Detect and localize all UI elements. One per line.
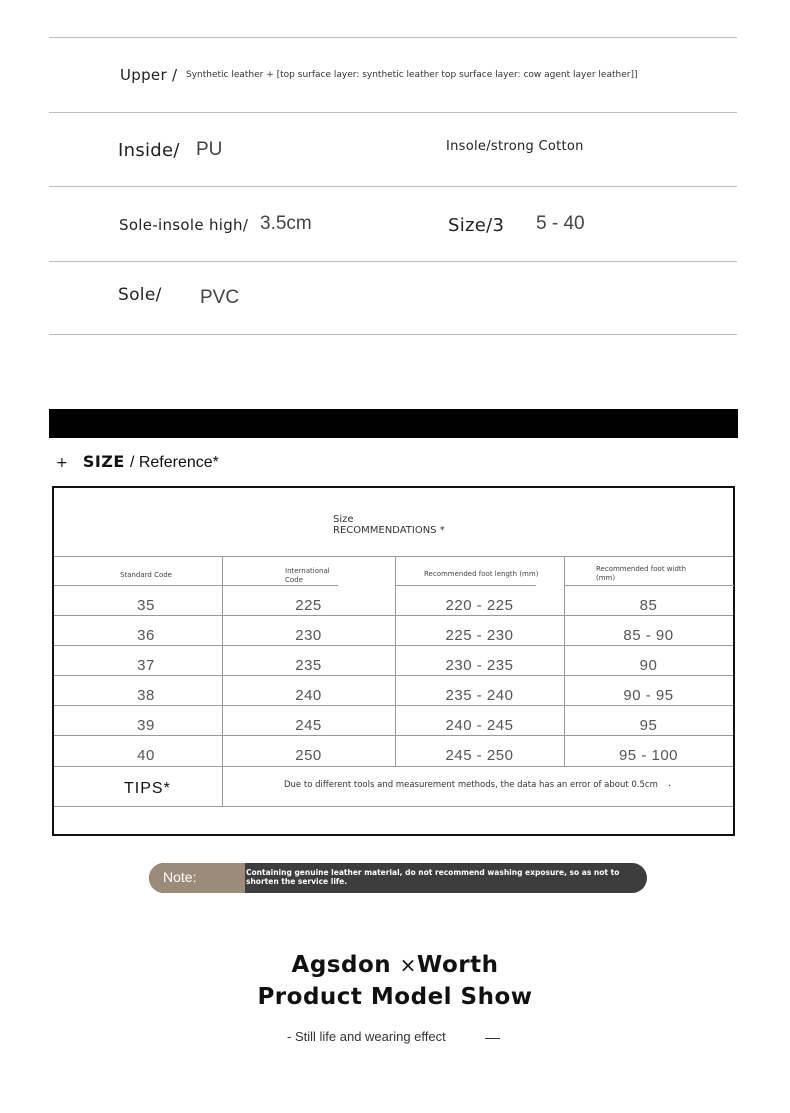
cell-standard: 40 bbox=[137, 747, 155, 764]
insole-label: Insole/strong Cotton bbox=[446, 139, 584, 154]
cell-foot-width: 95 - 100 bbox=[618, 747, 679, 764]
col-header-foot-width: Recommended foot width (mm) bbox=[596, 565, 687, 582]
table-title-recommendations: RECOMMENDATIONS * bbox=[333, 525, 445, 536]
table-row-rule bbox=[54, 735, 733, 736]
table-row-rule bbox=[54, 705, 733, 706]
divider bbox=[49, 112, 737, 113]
cell-foot-width: 95 bbox=[639, 717, 658, 734]
cell-foot-width: 85 bbox=[639, 597, 658, 614]
cell-international: 250 bbox=[295, 747, 322, 764]
care-note bbox=[149, 863, 647, 893]
divider bbox=[49, 261, 737, 262]
size-reference-heading bbox=[56, 452, 219, 472]
cell-foot-length: 230 - 235 bbox=[445, 657, 514, 674]
cell-standard: 39 bbox=[137, 717, 155, 734]
cell-standard: 37 bbox=[137, 657, 155, 674]
table-column-divider bbox=[222, 556, 223, 806]
table-row-rule bbox=[54, 675, 733, 676]
brand-left: Agsdon bbox=[291, 952, 392, 978]
table-row-rule bbox=[54, 645, 733, 646]
size-table bbox=[52, 486, 735, 836]
subtitle-dash bbox=[485, 1038, 500, 1039]
cell-international: 245 bbox=[295, 717, 322, 734]
header-underline bbox=[222, 585, 338, 586]
cell-international: 235 bbox=[295, 657, 322, 674]
inside-value: PU bbox=[196, 139, 223, 160]
cell-international: 230 bbox=[295, 627, 322, 644]
cell-foot-length: 225 - 230 bbox=[445, 627, 514, 644]
product-model-title: Product Model Show bbox=[257, 984, 533, 1010]
collab-x-icon: × bbox=[399, 953, 417, 977]
cell-foot-width: 90 - 95 bbox=[623, 687, 674, 704]
header-underline bbox=[396, 585, 536, 586]
reference-title: / Reference* bbox=[129, 454, 219, 471]
col-header-international: International Code bbox=[285, 567, 330, 584]
table-row-rule bbox=[54, 615, 733, 616]
table-title-size: Size bbox=[333, 514, 354, 525]
cell-foot-length: 245 - 250 bbox=[445, 747, 514, 764]
table-rule bbox=[54, 556, 733, 557]
divider bbox=[49, 37, 737, 38]
sole-label: Sole/ bbox=[118, 285, 162, 305]
sole-insole-value: 3.5cm bbox=[260, 213, 312, 234]
size-value: 5 - 40 bbox=[536, 213, 585, 234]
note-text: Containing genuine leather material, do not recommend washing exposure, so as not to shorten the service life. bbox=[246, 868, 620, 886]
upper-label: Upper / bbox=[120, 66, 178, 84]
tips-text: Due to different tools and measurement methods, the data has an error of about 0.5cm bbox=[284, 780, 658, 790]
cell-standard: 38 bbox=[137, 687, 155, 704]
size-label: Size/3 bbox=[448, 215, 505, 236]
cell-international: 225 bbox=[295, 597, 322, 614]
divider bbox=[49, 334, 737, 335]
subtitle: - Still life and wearing effect bbox=[287, 1029, 446, 1044]
col-header-foot-length: Recommended foot length (mm) bbox=[424, 570, 539, 578]
col-header-standard: Standard Code bbox=[120, 571, 172, 579]
section-band bbox=[49, 409, 738, 438]
divider bbox=[49, 186, 737, 187]
cell-standard: 36 bbox=[137, 627, 155, 644]
brand-collab-title bbox=[0, 952, 790, 978]
size-title: SIZE bbox=[82, 452, 125, 471]
cell-foot-length: 235 - 240 bbox=[445, 687, 514, 704]
cell-foot-length: 220 - 225 bbox=[445, 597, 514, 614]
header-underline bbox=[564, 585, 734, 586]
upper-value: Synthetic leather + [top surface layer: synthetic leather top surface layer: cow agent layer leather]] bbox=[186, 70, 638, 80]
plus-icon: + bbox=[56, 455, 68, 471]
cell-standard: 35 bbox=[137, 597, 155, 614]
sole-value: PVC bbox=[200, 287, 240, 308]
note-label: Note: bbox=[163, 869, 197, 885]
table-row-rule bbox=[54, 806, 733, 807]
inside-label: Inside/ bbox=[118, 140, 180, 161]
cell-foot-length: 240 - 245 bbox=[445, 717, 514, 734]
cell-foot-width: 85 - 90 bbox=[623, 627, 674, 644]
sole-insole-label: Sole-insole high/ bbox=[119, 216, 249, 234]
cell-foot-width: 90 bbox=[639, 657, 658, 674]
table-row-rule bbox=[54, 766, 733, 767]
cell-international: 240 bbox=[295, 687, 322, 704]
brand-right: Worth bbox=[416, 952, 499, 978]
tips-dot: . bbox=[668, 778, 672, 789]
header-underline bbox=[54, 585, 222, 586]
tips-label: TIPS* bbox=[124, 780, 171, 797]
